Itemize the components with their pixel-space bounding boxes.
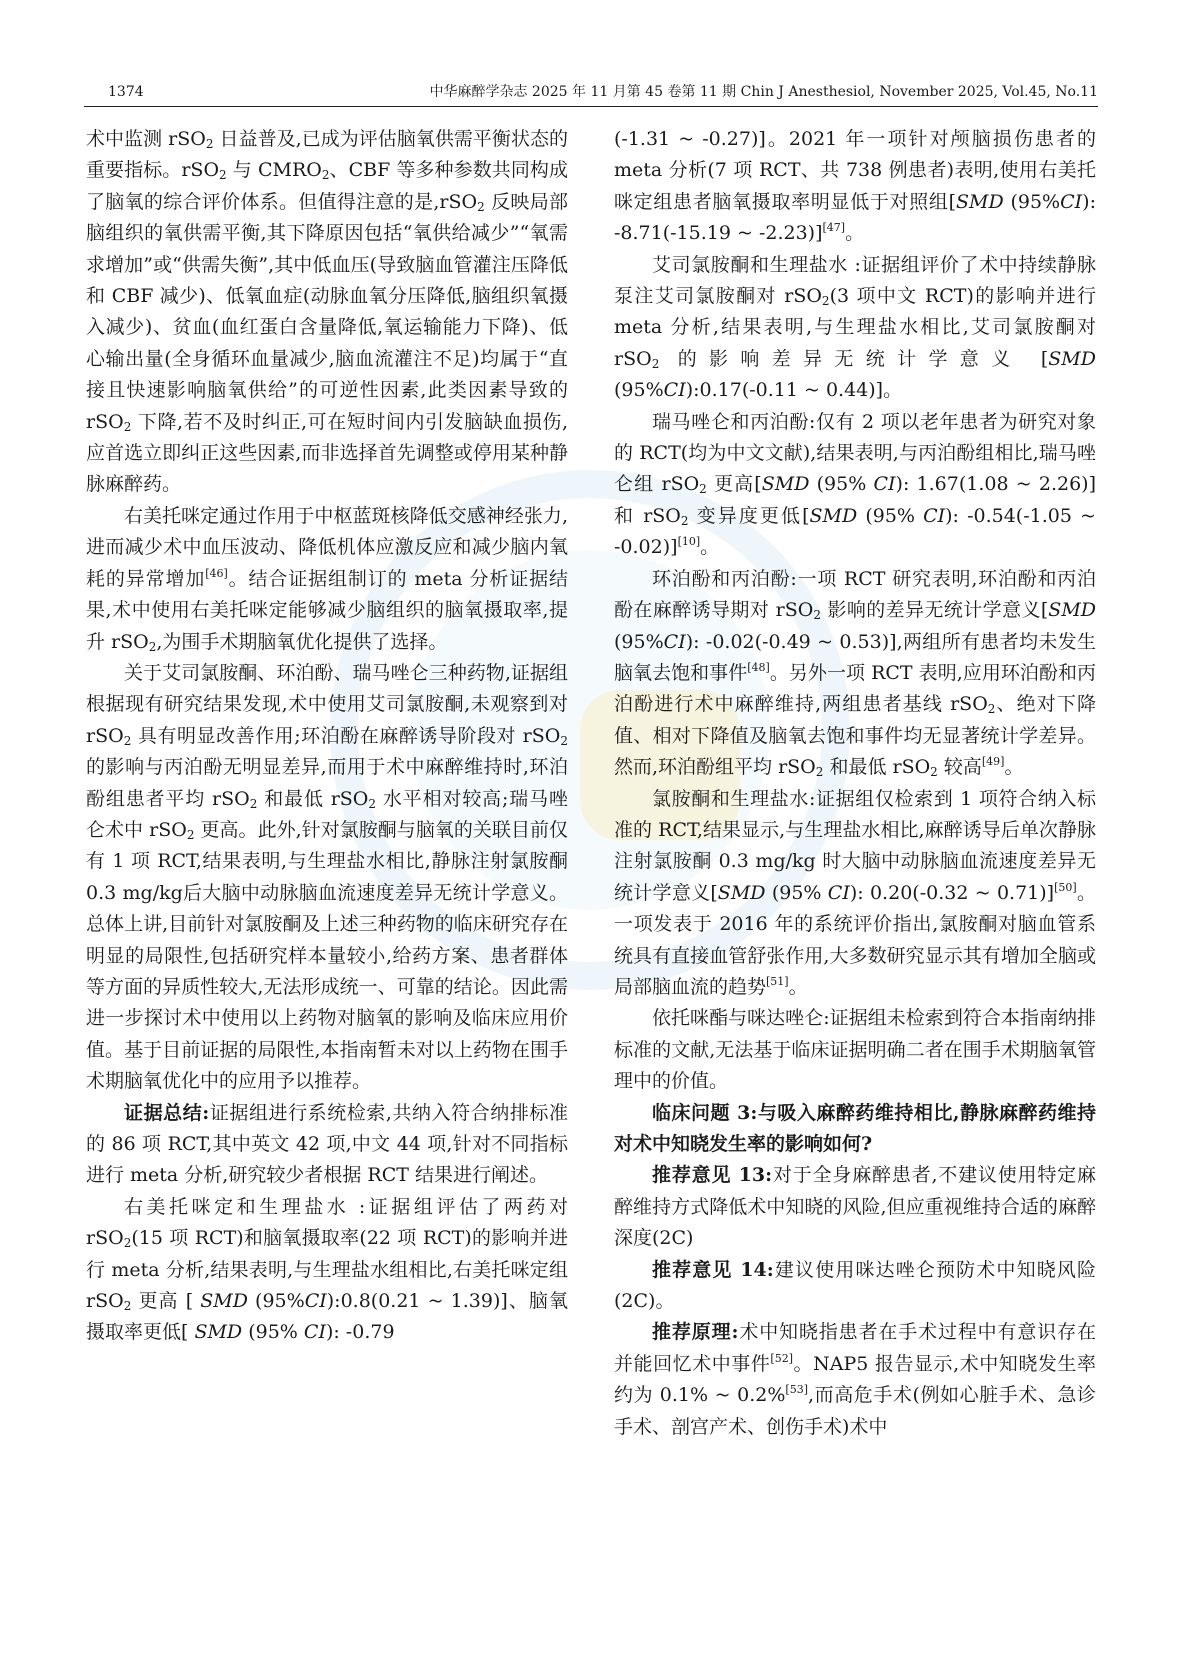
paragraph-brain-injury-meta: (-1.31 ~ -0.27)]。2021 年一项针对颅脑损伤患者的 meta 分析(7 项 RCT、共 738 例患者)表明,使用右美托咪定组患者脑氧摄取率明显低于对照组[SMD (95%CI): -8.71(-15.19 ~ -2.23)][47]。 xyxy=(614,128,1096,245)
left-column xyxy=(86,124,568,1349)
paragraph-three-drugs: 关于艾司氯胺酮、环泊酚、瑞马唑仑三种药物,证据组根据现有研究结果发现,术中使用艾司氯胺酮,未观察到对 rSO$_2$ 具有明显改善作用;环泊酚在麻醉诱导阶段对 rSO$_2$ 的影响与丙泊酚无明显差异,而用于术中麻醉维持时,环泊酚组患者平均 rSO$_2$ 和最低 rSO$_2$ 水平相对较高;瑞马唑仑术中 rSO$_2$ 更高。此外,针对氯胺酮与脑氧的关联目前仅有 1 项 RCT,结果表明,与生理盐水相比,静脉注射氯胺酮 0.3 mg/kg后大脑中动脉脑血流速度差异无统计学意义。总体上讲,目前针对氯胺酮及上述三种药物的临床研究存在明显的局限性,包括研究样本量较小,给药方案、患者群体等方面的异质性较大,无法形成统一、可靠的结论。因此需进一步探讨术中使用以上药物对脑氧的影响及临床应用价值。基于目前证据的局限性,本指南暂未对以上药物在围手术期脑氧优化中的应用予以推荐。 xyxy=(86,661,568,1093)
paragraph-remimazolam: 瑞马唑仑和丙泊酚:仅有 2 项以老年患者为研究对象的 RCT(均为中文文献),结果表明,与丙泊酚组相比,瑞马唑仑组 rSO$_2$ 更高[SMD (95% CI): 1.67(1.08 ~ 2.26)]和 rSO$_2$ 变异度更低[SMD (95% CI): -0.54(-1.05 ~ -0.02)][10]。 xyxy=(614,410,1096,559)
paragraph-esketamine: 艾司氯胺酮和生理盐水 :证据组评价了术中持续静脉泵注艾司氯胺酮对 rSO$_2$(3 项中文 RCT)的影响并进行 meta 分析,结果表明,与生理盐水相比,艾司氯胺酮对 rSO$_2$ 的影响差异无统计学意义 [SMD (95%CI):0.17(-0.11 ~ 0.44)]。 xyxy=(614,253,1096,402)
journal-citation: 中华麻醉学杂志 2025 年 11 月第 45 卷第 11 期 Chin J Anesthesiol, November 2025, Vol.45, No.11 xyxy=(429,84,1098,100)
recommendation-14: 推荐意见 14:建议使用咪达唑仑预防术中知晓风险(2C)。 xyxy=(614,1258,1096,1313)
right-column xyxy=(614,124,1096,1443)
recommendation-rationale: 推荐原理:术中知晓指患者在手术过程中有意识存在并能回忆术中事件[52]。NAP5 报告显示,术中知晓发生率约为 0.1% ~ 0.2%[53],而高危手术(例如心脏手术、急诊手术、剖宫产术、创伤手术)术中 xyxy=(614,1321,1096,1438)
paragraph-ketamine: 氯胺酮和生理盐水:证据组仅检索到 1 项符合纳入标准的 RCT,结果显示,与生理盐水相比,麻醉诱导后单次静脉注射氯胺酮 0.3 mg/kg 时大脑中动脉脑血流速度差异无统计学意义[SMD (95% CI): 0.20(-0.32 ~ 0.71)][50]。一项发表于 2016 年的系统评价指出,氯胺酮对脑血管系统具有直接血管舒张作用,大多数研究显示其有增加全脑或局部脑血流的趋势[51]。 xyxy=(614,787,1096,998)
page-number: 1374 xyxy=(108,84,144,100)
running-header xyxy=(84,82,1098,107)
paragraph-ciprofol: 环泊酚和丙泊酚:一项 RCT 研究表明,环泊酚和丙泊酚在麻醉诱导期对 rSO$_2$ 影响的差异无统计学意义[SMD (95%CI): -0.02(-0.49 ~ 0.53)],两组所有患者均未发生脑氧去饱和事件[48]。另外一项 RCT 表明,应用环泊酚和丙泊酚进行术中麻醉维持,两组患者基线 rSO$_2$、绝对下降值、相对下降值及脑氧去饱和事件均无显著统计学差异。然而,环泊酚组平均 rSO$_2$ 和最低 rSO$_2$ 较高[49]。 xyxy=(614,567,1097,780)
paragraph-evidence-summary: 证据总结:证据组进行系统检索,共纳入符合纳排标准的 86 项 RCT,其中英文 42 项,中文 44 项,针对不同指标进行 meta 分析,研究较少者根据 RCT 结果进行阐述。 xyxy=(86,1101,568,1187)
paragraph-dex-vs-saline: 右美托咪定和生理盐水 :证据组评估了两药对 rSO$_2$(15 项 RCT)和脑氧摄取率(22 项 RCT)的影响并进行 meta 分析,结果表明,与生理盐水组相比,右美托咪定组 rSO$_2$ 更高 [ SMD (95%CI):0.8(0.21 ~ 1.39)]、脑氧摄取率更低[ SMD (95% CI): -0.79 xyxy=(86,1195,568,1344)
paragraph-dexmedetomidine: 右美托咪定通过作用于中枢蓝斑核降低交感神经张力,进而减少术中血压波动、降低机体应激反应和减少脑内氧耗的异常增加[46]。结合证据组制订的 meta 分析证据结果,术中使用右美托咪定能够减少脑组织的脑氧摄取率,提升 rSO$_2$,为围手术期脑氧优化提供了选择。 xyxy=(86,504,568,654)
paragraph-etomidate: 依托咪酯与咪达唑仑:证据组未检索到符合本指南纳排标准的文献,无法基于临床证据明确二者在围手术期脑氧管理中的价值。 xyxy=(614,1007,1096,1093)
recommendation-13: 推荐意见 13:对于全身麻醉患者,不建议使用特定麻醉维持方式降低术中知晓的风险,但应重视维持合适的麻醉深度(2C) xyxy=(614,1164,1096,1250)
paragraph-rso2-monitoring: 术中监测 rSO$_2$ 日益普及,已成为评估脑氧供需平衡状态的重要指标。rSO$_2$ 与 $CMRO_2$、CBF 等多种参数共同构成了脑氧的综合评价体系。但值得注意的是,rSO$_2$ 反映局部脑组织的氧供需平衡,其下降原因包括“氧供给减少”“氧需求增加”或“供需失衡”,其中低血压(导致脑血管灌注压降低和 CBF 减少)、低氧血症(动脉血氧分压降低,脑组织氧摄入减少)、贫血(血红蛋白含量降低,氧运输能力下降)、低心输出量(全身循环血量减少,脑血流灌注不足)均属于“直接且快速影响脑氧供给”的可逆性因素,此类因素导致的 rSO$_2$ 下降,若不及时纠正,可在短时间内引发脑缺血损伤,应首选立即纠正这些因素,而非选择首先调整或停用某种静脉麻醉药。 xyxy=(86,128,569,496)
clinical-question-3: 临床问题 3:与吸入麻醉药维持相比,静脉麻醉药维持对术中知晓发生率的影响如何? xyxy=(614,1101,1096,1155)
